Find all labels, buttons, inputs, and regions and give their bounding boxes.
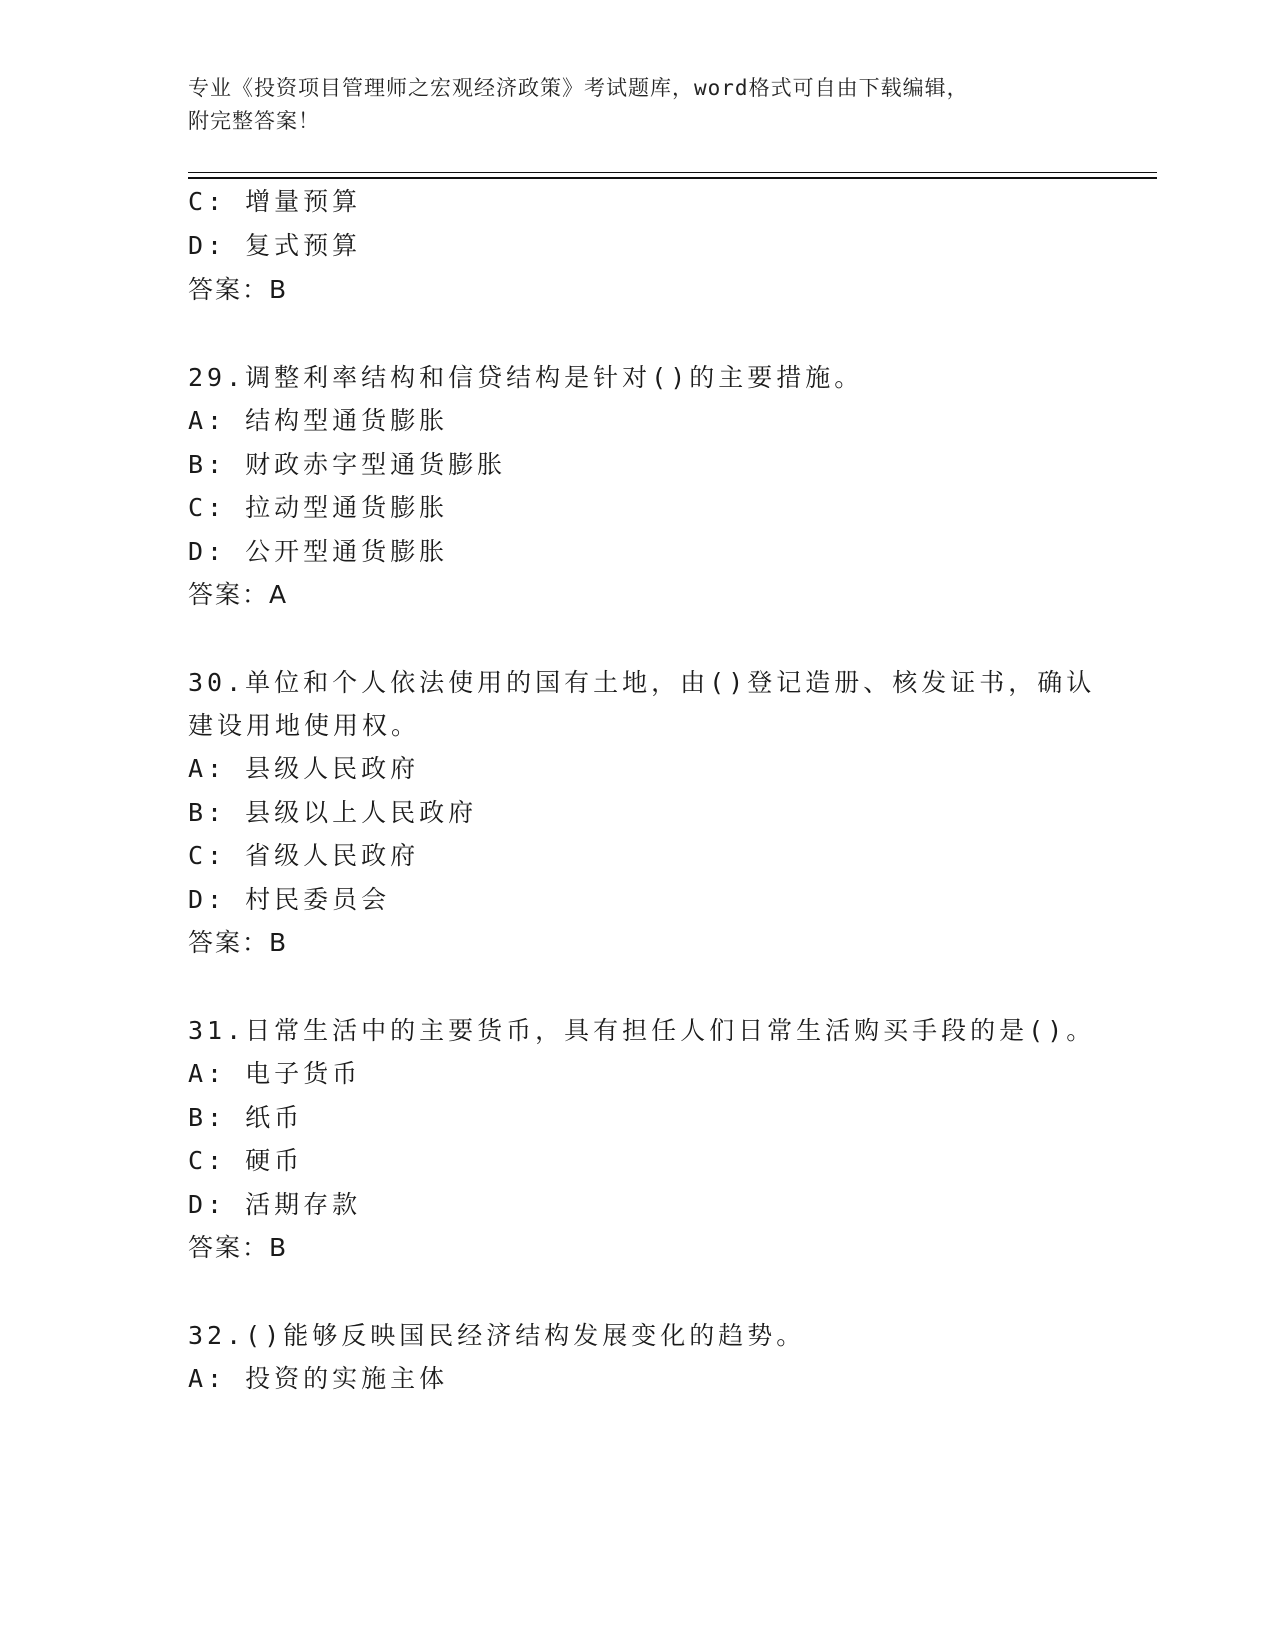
option-c: C: 硬币 bbox=[188, 1146, 304, 1175]
option-a: A: 结构型通货膨胀 bbox=[188, 406, 449, 435]
question-stem: 29.调整利率结构和信贷结构是针对()的主要措施。 bbox=[188, 363, 864, 392]
answer-line: 答案：A bbox=[188, 580, 289, 609]
header-line-2: 附完整答案！ bbox=[188, 109, 320, 133]
option-d: D: 公开型通货膨胀 bbox=[188, 537, 449, 566]
header-rule-thick bbox=[188, 177, 1157, 179]
header-rule-thin bbox=[188, 172, 1157, 173]
question-stem: 32.()能够反映国民经济结构发展变化的趋势。 bbox=[188, 1321, 806, 1350]
option-c: C: 增量预算 bbox=[188, 187, 362, 216]
option-c: C: 省级人民政府 bbox=[188, 841, 420, 870]
question-stem: 30.单位和个人依法使用的国有土地，由()登记造册、核发证书，确认 bbox=[188, 668, 1096, 697]
option-c: C: 拉动型通货膨胀 bbox=[188, 493, 449, 522]
option-a: A: 县级人民政府 bbox=[188, 754, 420, 783]
answer-line: 答案：B bbox=[188, 275, 289, 304]
option-a: A: 电子货币 bbox=[188, 1059, 362, 1088]
option-b: B: 纸币 bbox=[188, 1103, 304, 1132]
option-d: D: 复式预算 bbox=[188, 231, 362, 260]
answer-line: 答案：B bbox=[188, 1233, 289, 1262]
option-a: A: 投资的实施主体 bbox=[188, 1364, 449, 1393]
option-b: B: 财政赤字型通货膨胀 bbox=[188, 450, 507, 479]
question-stem-continued: 建设用地使用权。 bbox=[188, 711, 421, 740]
document-header bbox=[188, 72, 1068, 138]
option-b: B: 县级以上人民政府 bbox=[188, 798, 478, 827]
option-d: D: 村民委员会 bbox=[188, 885, 391, 914]
answer-line: 答案：B bbox=[188, 928, 289, 957]
header-line-1: 专业《投资项目管理师之宏观经济政策》考试题库，word格式可自由下载编辑， bbox=[188, 76, 969, 100]
question-stem: 31.日常生活中的主要货币，具有担任人们日常生活购买手段的是()。 bbox=[188, 1016, 1096, 1045]
option-d: D: 活期存款 bbox=[188, 1190, 362, 1219]
